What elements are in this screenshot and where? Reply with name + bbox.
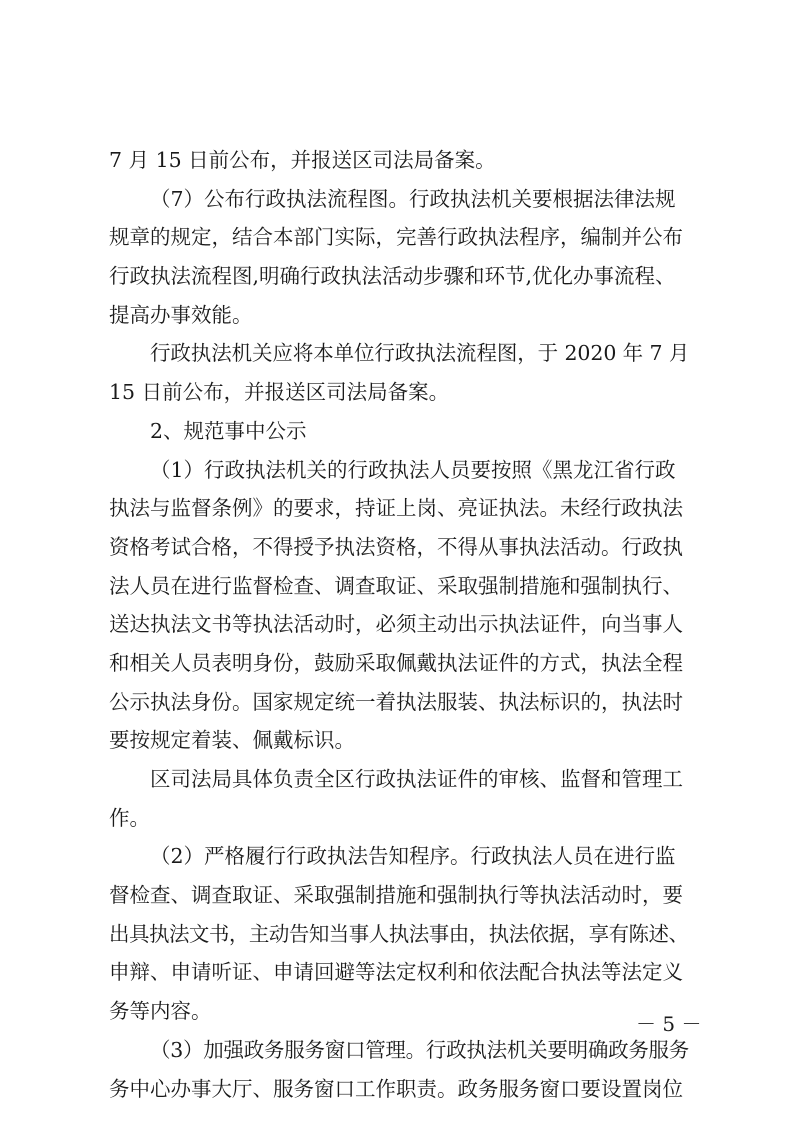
text-line: 申辩、申请听证、申请回避等法定权利和依法配合执法等法定义	[109, 960, 683, 985]
text-line: 公示执法身份。国家规定统一着执法服装、执法标识的，执法时	[109, 689, 683, 714]
text-line: 务中心办事大厅、服务窗口工作职责。政务服务窗口要设置岗位	[109, 1076, 683, 1101]
text-line: 务等内容。	[109, 999, 212, 1024]
text-line: 2、规范事中公示	[150, 418, 307, 443]
text-line: 出具执法文书，主动告知当事人执法事由，执法依据，享有陈述、	[109, 921, 689, 946]
text-line: 和相关人员表明身份，鼓励采取佩戴执法证件的方式，执法全程	[109, 650, 683, 675]
text-line: 规章的规定，结合本部门实际，完善行政执法程序，编制并公布	[109, 225, 683, 250]
text-line: 行政执法机关应将本单位行政执法流程图，于 2020 年 7 月	[150, 341, 690, 366]
text-line: （2）严格履行行政执法告知程序。行政执法人员在进行监	[150, 844, 676, 869]
text-line: 法人员在进行监督检查、调查取证、采取强制措施和强制执行、	[109, 573, 683, 598]
text-line: 行政执法流程图,明确行政执法活动步骤和环节,优化办事流程、	[109, 264, 676, 289]
text-line: （1）行政执法机关的行政执法人员要按照《黑龙江省行政	[150, 457, 676, 482]
text-line: （7）公布行政执法流程图。行政执法机关要根据法律法规	[150, 186, 676, 211]
text-line: 要按规定着装、佩戴标识。	[109, 728, 355, 753]
text-line: （3）加强政务服务窗口管理。行政执法机关要明确政务服务	[150, 1037, 690, 1062]
text-line: 7 月 15 日前公布，并报送区司法局备案。	[109, 148, 496, 172]
text-line: 15 日前公布，并报送区司法局备案。	[109, 380, 450, 405]
text-line: 作。	[109, 805, 150, 830]
text-line: 执法与监督条例》的要求，持证上岗、亮证执法。未经行政执法	[109, 496, 683, 521]
text-line: 督检查、调查取证、采取强制措施和强制执行等执法活动时，要	[109, 883, 683, 908]
text-line: 提高办事效能。	[109, 302, 253, 327]
text-line: 区司法局具体负责全区行政执法证件的审核、监督和管理工	[150, 767, 683, 791]
page-number: － 5 －	[636, 1012, 702, 1036]
text-line: 送达执法文书等执法活动时，必须主动出示执法证件，向当事人	[109, 612, 683, 637]
body-text	[109, 141, 689, 1108]
text-line: 资格考试合格，不得授予执法资格，不得从事执法活动。行政执	[109, 534, 683, 559]
